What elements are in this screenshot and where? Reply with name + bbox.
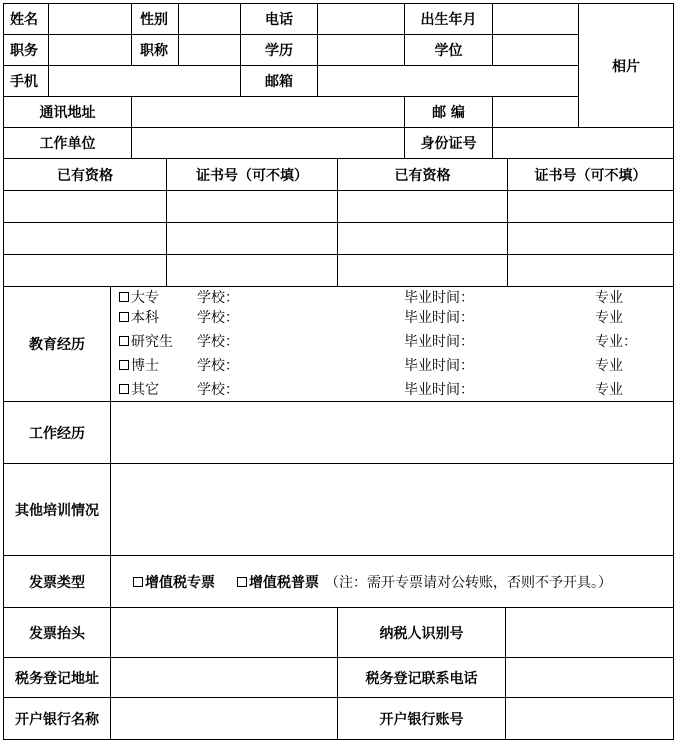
school-label: 学校：	[197, 310, 239, 326]
employer-field[interactable]	[132, 128, 404, 158]
major-label: 专业	[595, 290, 623, 306]
checkbox-icon[interactable]	[133, 577, 143, 587]
invoice-header-field[interactable]	[111, 608, 337, 657]
invoice-type-label: 发票类型	[29, 574, 85, 591]
mobile-field[interactable]	[49, 66, 240, 96]
taxpayer-id-field[interactable]	[506, 608, 673, 657]
graduation-label: 毕业时间：	[404, 290, 474, 306]
education-field[interactable]	[318, 35, 404, 65]
gender-field[interactable]	[179, 4, 240, 34]
training-label: 其他培训情况	[15, 502, 99, 519]
major-label: 专业	[595, 382, 623, 398]
certificate-number-cell[interactable]	[508, 223, 673, 254]
education-level: 大专	[131, 290, 159, 306]
name-label: 姓名	[10, 12, 38, 28]
qualification-cell[interactable]	[4, 191, 166, 222]
address-field[interactable]	[132, 97, 404, 127]
graduation-label: 毕业时间：	[404, 310, 474, 326]
photo-box[interactable]: 相片	[612, 58, 640, 75]
certificate-number-cell[interactable]	[508, 255, 673, 286]
phone-label: 电话	[265, 12, 293, 28]
taxpayer-id-label: 纳税人识别号	[379, 625, 464, 642]
postcode-field[interactable]	[493, 97, 578, 127]
invoice-option-normal-label: 增值税普票	[249, 574, 319, 591]
bank-name-label: 开户银行名称	[15, 711, 99, 728]
qualification-header-2: 已有资格	[394, 167, 451, 184]
qualification-cell[interactable]	[4, 223, 166, 254]
name-field[interactable]	[49, 4, 131, 34]
certificate-number-cell[interactable]	[167, 223, 337, 254]
school-label: 学校：	[197, 290, 239, 306]
checkbox-icon[interactable]	[237, 577, 247, 587]
education-level: 博士	[131, 358, 159, 374]
birth-field[interactable]	[493, 4, 578, 34]
email-field[interactable]	[318, 66, 578, 96]
tax-address-field[interactable]	[111, 658, 337, 697]
certificate-number-cell[interactable]	[167, 191, 337, 222]
idcard-field[interactable]	[493, 128, 673, 158]
education-level: 研究生	[131, 334, 173, 350]
invoice-option-normal[interactable]	[237, 572, 319, 592]
checkbox-icon[interactable]	[119, 312, 129, 322]
certificate-number-cell[interactable]	[167, 255, 337, 286]
checkbox-icon[interactable]	[119, 384, 129, 394]
checkbox-icon[interactable]	[119, 292, 129, 302]
degree-field[interactable]	[493, 35, 578, 65]
education-history-label: 教育经历	[29, 337, 85, 353]
school-label: 学校：	[197, 334, 239, 350]
invoice-option-special-label: 增值税专票	[145, 574, 215, 591]
qualification-cell[interactable]	[338, 191, 507, 222]
tax-phone-field[interactable]	[506, 658, 673, 697]
school-label: 学校：	[197, 358, 239, 374]
position-field[interactable]	[49, 35, 131, 65]
invoice-header-label: 发票抬头	[29, 625, 85, 642]
school-label: 学校：	[197, 382, 239, 398]
birth-label: 出生年月	[420, 12, 477, 28]
gender-label: 性别	[140, 12, 168, 28]
qualification-cell[interactable]	[338, 255, 507, 286]
qualification-cell[interactable]	[338, 223, 507, 254]
graduation-label: 毕业时间：	[404, 334, 474, 350]
phone-field[interactable]	[318, 4, 404, 34]
major-label: 专业：	[595, 334, 637, 350]
tax-address-label: 税务登记地址	[15, 670, 99, 687]
title-label: 职称	[140, 43, 168, 59]
invoice-option-special[interactable]	[133, 572, 215, 592]
mobile-label: 手机	[10, 74, 38, 90]
qualification-header: 已有资格	[57, 167, 113, 184]
address-label: 通讯地址	[39, 105, 96, 121]
certificate-number-header: 证书号（可不填）	[196, 167, 308, 184]
title-field[interactable]	[179, 35, 240, 65]
graduation-label: 毕业时间：	[404, 358, 474, 374]
graduation-label: 毕业时间：	[404, 382, 474, 398]
degree-label: 学位	[434, 43, 463, 59]
bank-account-label: 开户银行账号	[379, 711, 464, 728]
idcard-label: 身份证号	[420, 136, 477, 152]
education-label: 学历	[265, 43, 293, 59]
position-label: 职务	[10, 43, 38, 59]
certificate-number-cell[interactable]	[508, 191, 673, 222]
major-label: 专业	[595, 310, 623, 326]
bank-account-field[interactable]	[506, 698, 673, 739]
work-experience-field[interactable]	[111, 402, 673, 463]
bank-name-field[interactable]	[111, 698, 337, 739]
employer-label: 工作单位	[39, 136, 96, 152]
certificate-number-header-2: 证书号（可不填）	[534, 167, 647, 184]
education-level: 本科	[131, 310, 159, 326]
major-label: 专业	[595, 358, 623, 374]
qualification-cell[interactable]	[4, 255, 166, 286]
invoice-note: （注：需开专票请对公转账，否则不予开具。）	[325, 574, 612, 591]
postcode-label: 邮 编	[432, 105, 465, 121]
education-level: 其它	[131, 382, 159, 398]
training-field[interactable]	[111, 464, 673, 555]
email-label: 邮箱	[265, 74, 293, 90]
work-experience-label: 工作经历	[29, 425, 85, 442]
checkbox-icon[interactable]	[119, 336, 129, 346]
invoice-type-options	[133, 556, 612, 607]
tax-phone-label: 税务登记联系电话	[365, 670, 478, 687]
checkbox-icon[interactable]	[119, 360, 129, 370]
